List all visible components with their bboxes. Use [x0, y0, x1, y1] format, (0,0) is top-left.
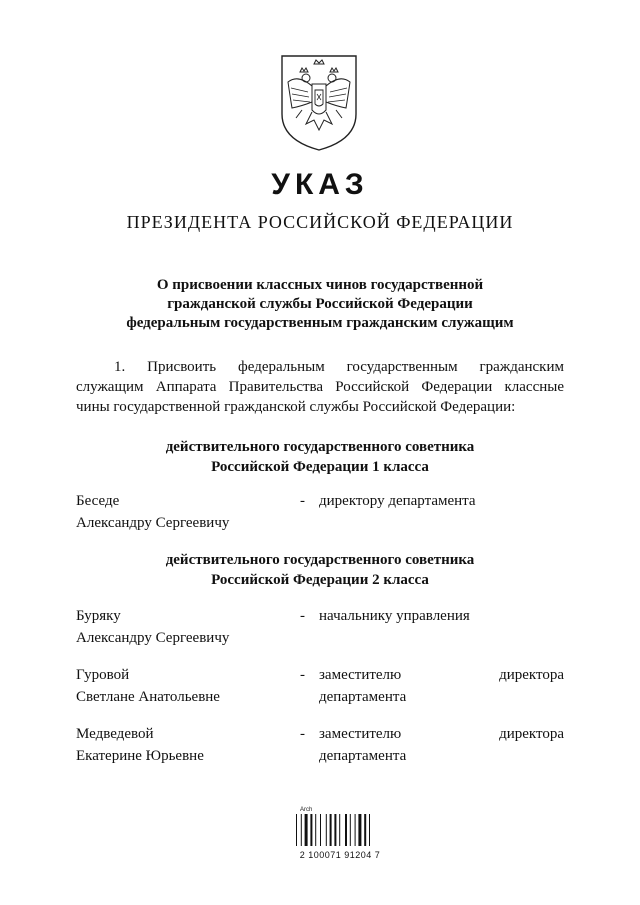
appointee-name: [76, 664, 296, 708]
barcode-bar: [305, 814, 308, 846]
barcode-bar: [350, 814, 351, 846]
barcode-bar: [345, 814, 347, 846]
barcode-label: Arch: [300, 807, 313, 813]
barcode-bar: [339, 814, 340, 846]
position-line: начальнику управления: [319, 608, 470, 624]
barcode-bar: [301, 814, 302, 846]
appointee-name: [76, 490, 296, 534]
surname: Медведевой: [76, 726, 154, 742]
given-names: Екатерине Юрьевне: [76, 748, 204, 764]
barcode-bar: [358, 814, 361, 846]
paragraph-line: служащим Аппарата Правительства Российской Федерации классные: [76, 379, 564, 395]
position-line: департамента: [319, 748, 407, 764]
appointee-position: [319, 664, 564, 708]
position-word: директора: [499, 667, 564, 683]
position-word: директора: [499, 726, 564, 742]
barcode-number: 2 100071 91204 7: [299, 850, 381, 860]
rank-section-title: [90, 437, 550, 477]
heading-line: гражданской службы Российской Федерации: [167, 296, 473, 312]
surname: Буряку: [76, 608, 121, 624]
appointee-position: [319, 605, 564, 627]
rank-section-title: [90, 550, 550, 590]
barcode-bar: [369, 814, 370, 846]
position-row: [319, 664, 564, 686]
given-names: Светлане Анатольевне: [76, 689, 220, 705]
rank-line: действительного государственного советника: [165, 552, 475, 568]
position-word: заместителю: [319, 667, 402, 683]
position-row: [319, 723, 564, 745]
dash-separator: -: [300, 667, 305, 683]
barcode-bar: [334, 814, 336, 846]
paragraph-line: 1. Присвоить федеральным государственным гражданским: [114, 359, 564, 375]
surname: Беседе: [76, 493, 120, 509]
barcode-bar: [296, 814, 297, 846]
given-names: Александру Сергеевичу: [76, 630, 230, 646]
dash-separator: -: [300, 493, 305, 509]
paragraph-line: чины государственной гражданской службы Российской Федерации:: [76, 399, 516, 415]
barcode-bar: [310, 814, 312, 846]
given-names: Александру Сергеевичу: [76, 515, 230, 531]
heading-line: О присвоении классных чинов государственной: [156, 277, 484, 293]
barcode-bar: [330, 814, 332, 846]
rank-line: Российской Федерации 2 класса: [211, 572, 429, 588]
document-title: УКАЗ: [271, 168, 369, 201]
document-subtitle: ПРЕЗИДЕНТА РОССИЙСКОЙ ФЕДЕРАЦИИ: [126, 212, 514, 232]
rank-line: Российской Федерации 1 класса: [211, 459, 429, 475]
appointee-position: [319, 490, 564, 512]
appointee-name: [76, 605, 296, 649]
appointee-position: [319, 723, 564, 767]
rank-line: действительного государственного советника: [165, 439, 475, 455]
barcode-bar: [355, 814, 356, 846]
barcode-bar: [320, 814, 321, 846]
appointee-name: [76, 723, 296, 767]
heading-line: федеральным государственным гражданским служащим: [126, 315, 514, 331]
barcode-bar: [315, 814, 316, 846]
position-line: директору департамента: [319, 493, 476, 509]
decree-paragraph: [76, 357, 564, 417]
position-word: заместителю: [319, 726, 402, 742]
barcode-stripes-icon: [292, 804, 388, 848]
position-line: департамента: [319, 689, 407, 705]
barcode: [292, 804, 388, 860]
barcode-bar: [364, 814, 366, 846]
dash-separator: -: [300, 608, 305, 624]
coat-of-arms-emblem-icon: [278, 52, 360, 152]
barcode-bar: [326, 814, 327, 846]
decree-heading: [90, 276, 550, 333]
surname: Гуровой: [76, 667, 130, 683]
dash-separator: -: [300, 726, 305, 742]
